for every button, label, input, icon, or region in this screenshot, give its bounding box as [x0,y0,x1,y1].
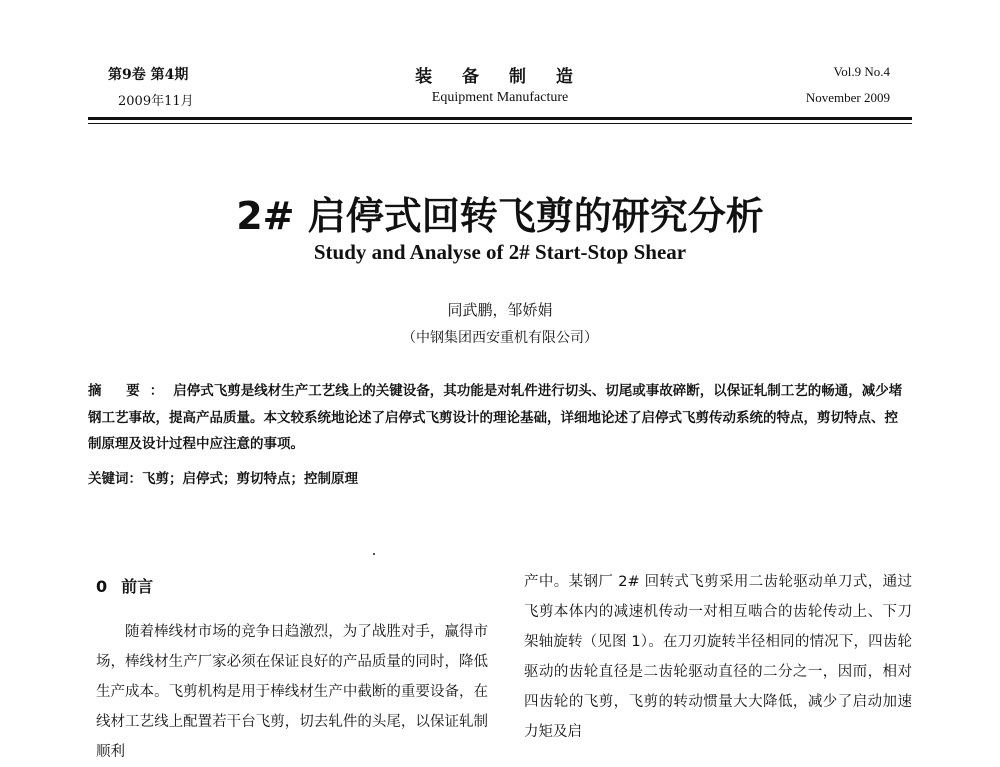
section-title: 前言 [121,577,154,596]
keywords [88,467,910,487]
header-rule-thick [88,117,912,120]
paper-title-zh: 2# 启停式回转飞剪的研究分析 [236,194,764,238]
authors: 同武鹏，邹娇娟 [447,301,553,319]
body-right-column: 产中。某钢厂 2# 回转式飞剪采用二齿轮驱动单刀式，通过飞剪本体内的减速机传动一对相互啮合的齿轮传动上、下刀架轴旋转（见图 1）。在刀刃旋转半径相同的情况下，四齿轮驱动的齿轮直径是二齿轮驱动直径的二分之一，因而，相对四齿轮的飞剪，飞剪的转动惯量大大降低，减少了启动加速力矩及启 [524,574,912,740]
volume-issue-zh: 第9卷 第4期 [108,67,189,83]
keywords-text: 飞剪；启停式；剪切特点；控制原理 [142,471,358,487]
section-heading [96,574,153,597]
abstract [88,378,910,458]
header-rule-thin [88,123,912,124]
keywords-label: 关键词： [88,471,142,487]
issue-date-zh: 2009年11月 [118,94,194,109]
paper-title-en: Study and Analyse of 2# Start-Stop Shear [313,240,687,264]
body-left-column: 随着棒线材市场的竞争日趋激烈，为了战胜对手，赢得市场，棒线材生产厂家必须在保证良好的产品质量的同时，降低生产成本。飞剪机构是用于棒线材生产中截断的重要设备，在线材工艺线上配置若干台飞剪，切去轧件的头尾，以保证轧制顺利 [96,624,488,760]
affiliation: （中钢集团西安重机有限公司） [402,330,598,346]
journal-name-zh: 装 备 制 造 [415,67,585,87]
stray-dot [373,553,375,555]
journal-name-en: Equipment Manufacture [431,90,569,105]
abstract-label: 摘 要： [88,383,174,399]
abstract-text: 启停式飞剪是线材生产工艺线上的关键设备，其功能是对轧件进行切头、切尾或事故碎断，以保证轧制工艺的畅通，减少堵钢工艺事故，提高产品质量。本文较系统地论述了启停式飞剪设计的理论基础，详细地论述了启停式飞剪传动系统的特点，剪切特点、控制原理及设计过程中应注意的事项。 [88,383,903,452]
issue-date-en: November 2009 [805,90,890,105]
section-number: 0 [96,577,108,596]
volume-issue-en: Vol.9 No.4 [833,64,890,79]
